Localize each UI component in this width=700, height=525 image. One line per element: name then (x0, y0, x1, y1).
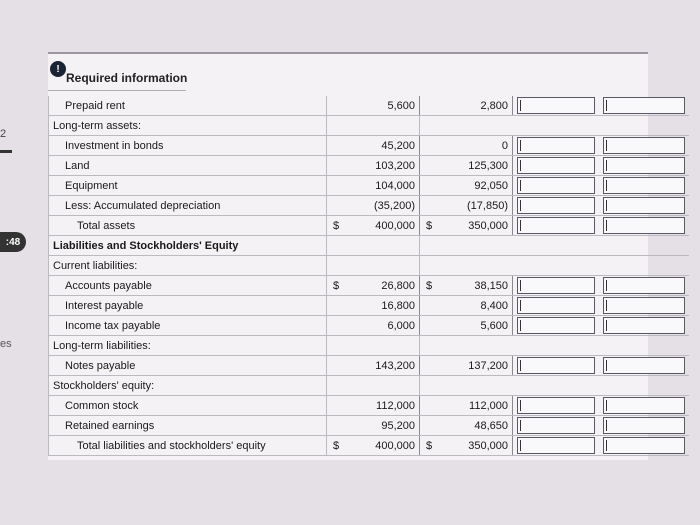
side-tab-es[interactable]: es (0, 338, 12, 350)
answer-cell-b (599, 436, 689, 456)
answer-cell-a (513, 116, 600, 136)
text-caret (606, 140, 607, 151)
answer-input-b[interactable] (603, 437, 685, 454)
answer-input-b[interactable] (603, 397, 685, 414)
answer-input-b[interactable] (603, 277, 685, 294)
answer-input-b[interactable] (603, 357, 685, 374)
answer-cell-b (599, 116, 689, 136)
table-row (49, 96, 690, 116)
table-row (49, 216, 690, 236)
answer-cell-a (513, 216, 600, 236)
value-current-year: 112,000 (345, 396, 420, 416)
value-current-year: 400,000 (345, 436, 420, 456)
answer-input-a[interactable] (517, 217, 595, 234)
value-prior-year: 350,000 (438, 436, 513, 456)
value-prior-year: 2,800 (438, 96, 513, 116)
answer-cell-b (599, 96, 689, 116)
table-row (49, 236, 690, 256)
row-label: Investment in bonds (49, 136, 327, 156)
table-row (49, 376, 690, 396)
text-caret (606, 360, 607, 371)
answer-input-a[interactable] (517, 297, 595, 314)
answer-input-b[interactable] (603, 217, 685, 234)
answer-cell-a (513, 156, 600, 176)
currency-symbol-prior (420, 256, 439, 276)
info-icon: ! (50, 61, 66, 77)
answer-cell-b (599, 396, 689, 416)
currency-symbol-current: $ (327, 216, 346, 236)
currency-symbol-current (327, 196, 346, 216)
text-caret (606, 180, 607, 191)
row-label: Total assets (49, 216, 327, 236)
table-row (49, 296, 690, 316)
text-caret (520, 180, 521, 191)
answer-cell-b (599, 376, 689, 396)
value-current-year (345, 256, 420, 276)
currency-symbol-current (327, 176, 346, 196)
text-caret (520, 400, 521, 411)
currency-symbol-current: $ (327, 276, 346, 296)
text-caret (520, 280, 521, 291)
value-prior-year: 125,300 (438, 156, 513, 176)
answer-cell-a (513, 256, 600, 276)
answer-input-a[interactable] (517, 417, 595, 434)
value-current-year: (35,200) (345, 196, 420, 216)
answer-cell-a (513, 176, 600, 196)
text-caret (606, 420, 607, 431)
currency-symbol-prior (420, 156, 439, 176)
value-current-year: 45,200 (345, 136, 420, 156)
answer-input-b[interactable] (603, 317, 685, 334)
row-label: Liabilities and Stockholders' Equity (49, 236, 327, 256)
currency-symbol-prior: $ (420, 216, 439, 236)
value-prior-year (438, 116, 513, 136)
currency-symbol-current (327, 236, 346, 256)
currency-symbol-prior: $ (420, 276, 439, 296)
answer-cell-b (599, 136, 689, 156)
value-prior-year (438, 236, 513, 256)
text-caret (520, 440, 521, 451)
answer-input-a[interactable] (517, 197, 595, 214)
row-label: Long-term liabilities: (49, 336, 327, 356)
currency-symbol-prior (420, 396, 439, 416)
answer-cell-a (513, 136, 600, 156)
currency-symbol-current (327, 136, 346, 156)
currency-symbol-prior (420, 136, 439, 156)
table-row (49, 336, 690, 356)
title-underline (48, 90, 186, 91)
value-prior-year (438, 376, 513, 396)
answer-cell-a (513, 236, 600, 256)
side-dash (0, 150, 12, 153)
answer-cell-a (513, 276, 600, 296)
text-caret (606, 320, 607, 331)
text-caret (520, 320, 521, 331)
value-current-year: 143,200 (345, 356, 420, 376)
currency-symbol-prior (420, 196, 439, 216)
answer-input-a[interactable] (517, 317, 595, 334)
value-current-year: 26,800 (345, 276, 420, 296)
answer-input-a[interactable] (517, 397, 595, 414)
answer-cell-a (513, 296, 600, 316)
currency-symbol-prior (420, 336, 439, 356)
table-row (49, 176, 690, 196)
answer-cell-b (599, 276, 689, 296)
side-tab-2[interactable]: 2 (0, 128, 7, 140)
currency-symbol-current (327, 376, 346, 396)
currency-symbol-current (327, 96, 346, 116)
answer-cell-a (513, 356, 600, 376)
row-label: Equipment (49, 176, 327, 196)
currency-symbol-current (327, 336, 346, 356)
text-caret (520, 140, 521, 151)
value-prior-year: 112,000 (438, 396, 513, 416)
value-current-year (345, 116, 420, 136)
table-row (49, 416, 690, 436)
answer-cell-a (513, 96, 600, 116)
answer-cell-a (513, 376, 600, 396)
value-prior-year: 5,600 (438, 316, 513, 336)
currency-symbol-current (327, 116, 346, 136)
answer-input-a[interactable] (517, 277, 595, 294)
table-row (49, 396, 690, 416)
top-divider (48, 52, 648, 54)
text-caret (606, 220, 607, 231)
answer-cell-a (513, 196, 600, 216)
value-current-year: 104,000 (345, 176, 420, 196)
text-caret (606, 280, 607, 291)
row-label: Notes payable (49, 356, 327, 376)
table-row (49, 256, 690, 276)
currency-symbol-prior (420, 316, 439, 336)
currency-symbol-current (327, 156, 346, 176)
currency-symbol-prior: $ (420, 436, 439, 456)
answer-cell-a (513, 316, 600, 336)
answer-input-b[interactable] (603, 157, 685, 174)
side-tab-48[interactable]: :48 (0, 232, 26, 252)
answer-input-a[interactable] (517, 137, 595, 154)
value-current-year (345, 236, 420, 256)
row-label: Common stock (49, 396, 327, 416)
value-current-year (345, 336, 420, 356)
row-label: Land (49, 156, 327, 176)
currency-symbol-current (327, 416, 346, 436)
row-label: Income tax payable (49, 316, 327, 336)
balance-sheet-table (48, 96, 689, 456)
value-current-year: 400,000 (345, 216, 420, 236)
answer-cell-b (599, 336, 689, 356)
value-current-year (345, 376, 420, 396)
currency-symbol-current (327, 296, 346, 316)
table-row (49, 196, 690, 216)
row-label: Current liabilities: (49, 256, 327, 276)
text-caret (606, 300, 607, 311)
answer-cell-b (599, 256, 689, 276)
value-prior-year: 38,150 (438, 276, 513, 296)
currency-symbol-current (327, 256, 346, 276)
currency-symbol-prior (420, 356, 439, 376)
answer-input-a[interactable] (517, 97, 595, 114)
currency-symbol-prior (420, 296, 439, 316)
value-current-year: 16,800 (345, 296, 420, 316)
answer-cell-a (513, 436, 600, 456)
answer-cell-b (599, 416, 689, 436)
answer-input-b[interactable] (603, 97, 685, 114)
currency-symbol-prior (420, 176, 439, 196)
answer-input-b[interactable] (603, 417, 685, 434)
row-label: Interest payable (49, 296, 327, 316)
value-prior-year: 0 (438, 136, 513, 156)
row-label: Retained earnings (49, 416, 327, 436)
text-caret (520, 160, 521, 171)
text-caret (606, 100, 607, 111)
text-caret (520, 200, 521, 211)
answer-input-a[interactable] (517, 157, 595, 174)
currency-symbol-current (327, 316, 346, 336)
text-caret (520, 220, 521, 231)
answer-cell-a (513, 396, 600, 416)
currency-symbol-prior (420, 116, 439, 136)
value-prior-year (438, 336, 513, 356)
value-prior-year: 350,000 (438, 216, 513, 236)
answer-cell-b (599, 176, 689, 196)
answer-cell-b (599, 236, 689, 256)
row-label: Less: Accumulated depreciation (49, 196, 327, 216)
table-row (49, 136, 690, 156)
text-caret (520, 300, 521, 311)
row-label: Total liabilities and stockholders' equity (49, 436, 327, 456)
row-label: Accounts payable (49, 276, 327, 296)
text-caret (606, 400, 607, 411)
value-current-year: 5,600 (345, 96, 420, 116)
table-row (49, 276, 690, 296)
value-prior-year (438, 256, 513, 276)
currency-symbol-prior (420, 236, 439, 256)
answer-cell-a (513, 416, 600, 436)
table-row (49, 316, 690, 336)
table-row (49, 116, 690, 136)
row-label: Stockholders' equity: (49, 376, 327, 396)
currency-symbol-current: $ (327, 436, 346, 456)
table-row (49, 356, 690, 376)
currency-symbol-current (327, 356, 346, 376)
currency-symbol-prior (420, 96, 439, 116)
answer-cell-b (599, 196, 689, 216)
value-current-year: 6,000 (345, 316, 420, 336)
table-row (49, 436, 690, 456)
value-prior-year: 92,050 (438, 176, 513, 196)
answer-input-a[interactable] (517, 437, 595, 454)
answer-cell-b (599, 316, 689, 336)
value-prior-year: (17,850) (438, 196, 513, 216)
value-current-year: 103,200 (345, 156, 420, 176)
table-row (49, 156, 690, 176)
value-current-year: 95,200 (345, 416, 420, 436)
answer-cell-b (599, 216, 689, 236)
answer-input-a[interactable] (517, 357, 595, 374)
answer-input-b[interactable] (603, 197, 685, 214)
answer-input-a[interactable] (517, 177, 595, 194)
answer-input-b[interactable] (603, 137, 685, 154)
answer-input-b[interactable] (603, 177, 685, 194)
answer-input-b[interactable] (603, 297, 685, 314)
row-label: Prepaid rent (49, 96, 327, 116)
text-caret (606, 440, 607, 451)
text-caret (606, 160, 607, 171)
text-caret (520, 420, 521, 431)
text-caret (520, 100, 521, 111)
currency-symbol-prior (420, 416, 439, 436)
value-prior-year: 8,400 (438, 296, 513, 316)
answer-cell-b (599, 156, 689, 176)
required-information-title: Required information (66, 71, 188, 85)
value-prior-year: 137,200 (438, 356, 513, 376)
answer-cell-b (599, 356, 689, 376)
value-prior-year: 48,650 (438, 416, 513, 436)
answer-cell-b (599, 296, 689, 316)
currency-symbol-current (327, 396, 346, 416)
row-label: Long-term assets: (49, 116, 327, 136)
currency-symbol-prior (420, 376, 439, 396)
answer-cell-a (513, 336, 600, 356)
text-caret (520, 360, 521, 371)
text-caret (606, 200, 607, 211)
